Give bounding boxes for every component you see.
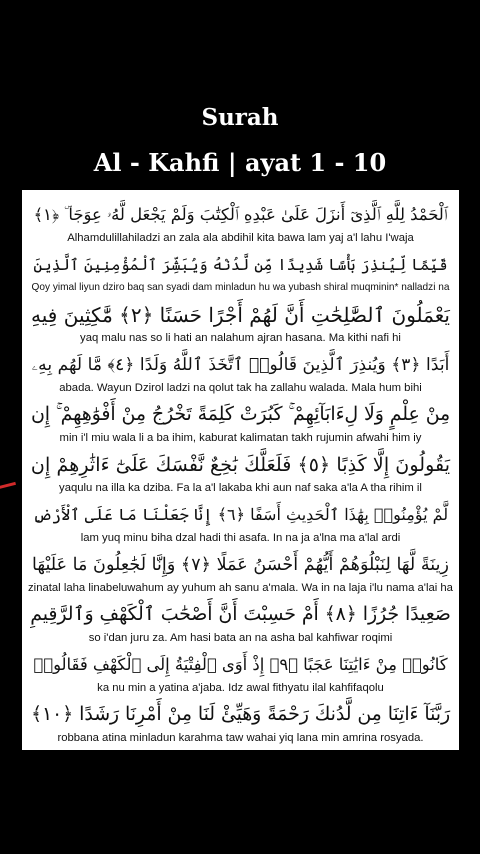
latin-transliteration: Qoy yimal liyun dziro baq san syadi dam minladun hu wa yubash shiral muqminin* nalladzi na (31, 282, 450, 293)
arabic-text: ٱلْحَمْدُ لِلَّهِ ٱلَّذِىٓ أَنزَلَ عَلَىٰ عَبْدِهِ ٱلْكِتَٰبَ وَلَمْ يَجْعَل لَّهُۥ عِوَجَا ۜ ﴿١﴾ (33, 205, 448, 224)
surah-title: Surah (201, 104, 279, 131)
arabic-text: لَّمْ يُؤْمِنُوا۟ بِهَٰذَا ٱلْحَدِيثِ أَسَفًا ﴿٦﴾ إِنَّا جَعَلْنَا مَا عَلَى ٱلْأَرْضِ (32, 505, 449, 524)
latin-transliteration: min i'l miu wala li a ba ihim, kaburat kalimatan takh rujumin afwahi him iy (59, 432, 422, 444)
latin-transliteration: Alhamdulillahiladzi an zala ala abdihil kita bawa lam yaj a'l lahu I'waja (67, 232, 414, 244)
latin-transliteration: so i'dan juru za. Am hasi bata an na asha bal kahfiwar roqimi (88, 632, 393, 644)
arabic-text: كَانُوا۟ مِنْ ءَايَٰتِنَا عَجَبًا ﴿٩﴾ إِذْ أَوَى ٱلْفِتْيَةُ إِلَى ٱلْكَهْفِ فَقَالُوا۟ (33, 655, 448, 674)
arabic-text: قَيِّمًا لِّيُنذِرَ بَأْسًا شَدِيدًا مِّن لَّدُنْهُ وَيُبَشِّرَ ٱلْمُؤْمِنِينَ ٱلَّذِينَ (33, 256, 448, 274)
arabic-text: يَقُولُونَ إِلَّا كَذِبًا ﴿٥﴾ فَلَعَلَّكَ بَٰخِعٌ نَّفْسَكَ عَلَىٰٓ ءَاثَٰرِهِمْ إِن (30, 453, 451, 476)
arabic-text: يَعْمَلُونَ ٱلصَّٰلِحَٰتِ أَنَّ لَهُمْ أَجْرًا حَسَنًا ﴿٢﴾ مَّٰكِثِينَ فِيهِ (31, 303, 450, 327)
quran-page (22, 190, 459, 750)
arabic-text: زِينَةً لَّهَا لِنَبْلُوَهُمْ أَيُّهُمْ أَحْسَنُ عَمَلًا ﴿٧﴾ وَإِنَّا لَجَٰعِلُونَ مَا عَلَيْهَا (31, 555, 450, 575)
latin-transliteration: abada. Wayun Dzirol ladzi na qolut tak ha zallahu walada. Mala hum bihi (59, 382, 422, 394)
latin-transliteration: lam yuq minu biha dzal hadi thi asafa. In na ja a'lna ma a'lal ardi (80, 532, 401, 544)
latin-transliteration: yaq malu nas so li hati an nalahum ajran hasana. Ma kithi nafi hi (80, 332, 401, 344)
latin-transliteration: robbana atina minladun karahma taw wahai yiq lana min amrina rosyada. (57, 732, 424, 744)
arabic-text: صَعِيدًا جُرُزًا ﴿٨﴾ أَمْ حَسِبْتَ أَنَّ أَصْحَٰبَ ٱلْكَهْفِ وَٱلرَّقِيمِ (30, 604, 451, 625)
latin-transliteration: yaqulu na illa ka dziba. Fa la a'l lakaba khi aun naf saka a'la A tha rihim il (59, 482, 422, 494)
arabic-text: أَبَدًا ﴿٣﴾ وَيُنذِرَ ٱلَّذِينَ قَالُوا۟ ٱتَّخَذَ ٱللَّهُ وَلَدًا ﴿٤﴾ مَّا لَهُم بِهِۦ (31, 355, 450, 375)
latin-transliteration: ka nu min a yatina a'jaba. Idz awal fithyatu ilal kahfifaqolu (97, 682, 384, 694)
red-pointer-mark (0, 482, 16, 491)
surah-subtitle: Al - Kahfi | ayat 1 - 10 (93, 148, 387, 177)
arabic-text: مِنْ عِلْمٍ وَلَا لِءَابَآئِهِمْ ۚ كَبُرَتْ كَلِمَةً تَخْرُجُ مِنْ أَفْوَٰهِهِمْ ۚ إِن (30, 404, 451, 425)
latin-transliteration: zinatal laha linabeluwahum ay yuhum ah sanu a'mala. Wa in na laja i'lu nama a'lai ha (28, 582, 453, 594)
arabic-text: رَبَّنَآ ءَاتِنَا مِن لَّدُنكَ رَحْمَةً وَهَيِّئْ لَنَا مِنْ أَمْرِنَا رَشَدًا ﴿١٠﴾ (30, 704, 451, 725)
